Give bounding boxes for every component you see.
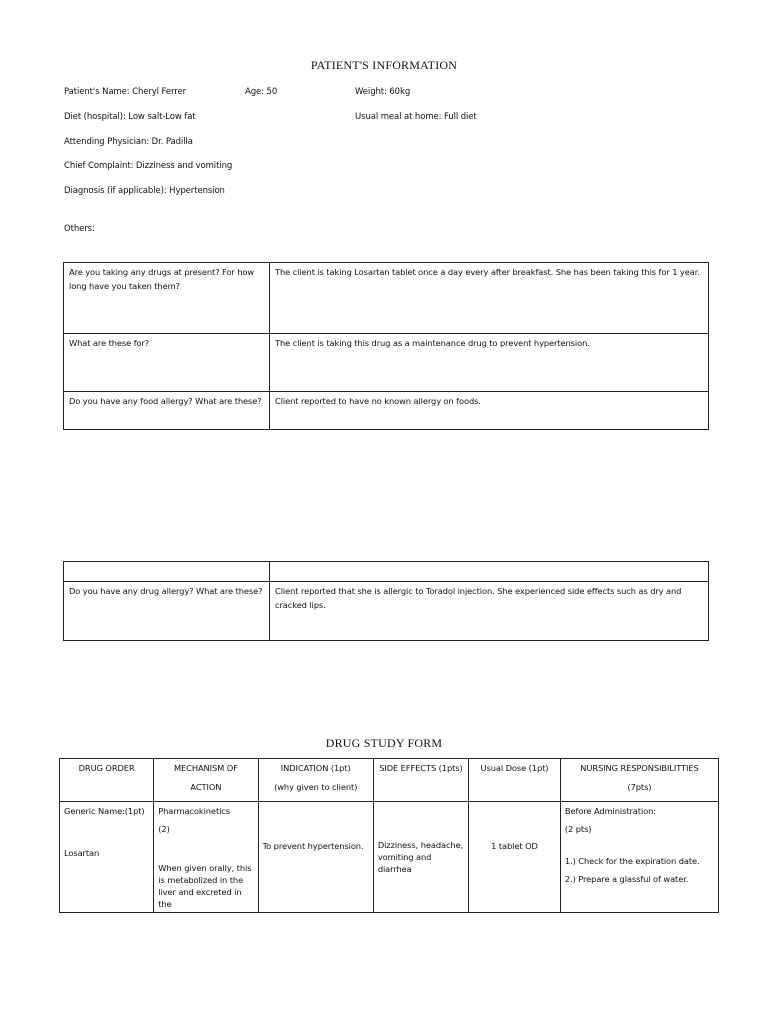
dose-text: 1 tablet OD — [491, 841, 538, 851]
header-label: SIDE EFFECTS (1pts) — [379, 763, 463, 773]
chief-complaint: Chief Complaint: Dizziness and vomiting — [64, 161, 233, 171]
table-header-row — [60, 759, 719, 802]
header-side-effects — [373, 759, 468, 802]
header-label: MECHANISM OF — [173, 763, 238, 773]
drug-allergy-table — [63, 561, 709, 641]
table-row — [60, 802, 719, 913]
hospital-diet: Diet (hospital): Low salt-Low fat — [64, 112, 196, 122]
nursing-step: 2.) Prepare a glassful of water. — [564, 874, 689, 884]
drug-study-title: DRUG STUDY FORM — [325, 736, 443, 750]
side-effects-text: Dizziness, headache, vomiting and diarrhea — [377, 840, 464, 874]
answer-cell: Client reported that she is allergic to Toradol injection. She experienced side effects such as dry and cracked lips. — [270, 582, 709, 641]
table-row — [64, 392, 709, 430]
points-label: (2 pts) — [564, 824, 592, 834]
header-indication — [258, 759, 373, 802]
pharmacokinetics-label: Pharmacokinetics — [158, 806, 230, 816]
mechanism-cell — [154, 802, 258, 913]
question-cell: Do you have any food allergy? What are these? — [64, 392, 270, 430]
header-label: (why given to client) — [274, 782, 358, 792]
table-row — [64, 562, 709, 582]
header-label: Usual Dose (1pt) — [480, 763, 549, 773]
header-mechanism — [154, 759, 258, 802]
generic-name-label: Generic Name:(1pt) — [64, 806, 145, 816]
header-drug-order — [60, 759, 154, 802]
indication-text: To prevent hypertension. — [262, 841, 364, 851]
header-label: NURSING RESPONSIBILITTIES — [580, 763, 699, 773]
answer-cell: The client is taking this drug as a maintenance drug to prevent hypertension. — [270, 334, 709, 392]
others-label: Others: — [64, 224, 95, 234]
mechanism-text: When given orally, this is metabolized in the liver and excreted in the — [158, 863, 252, 909]
patient-weight: Weight: 60kg — [355, 87, 411, 97]
empty-cell — [64, 562, 270, 582]
points-label: (2) — [158, 824, 170, 834]
dose-cell — [469, 802, 561, 913]
question-cell: Are you taking any drugs at present? For how long have you taken them? — [64, 263, 270, 334]
empty-cell — [270, 562, 709, 582]
header-nursing — [560, 759, 718, 802]
usual-meal: Usual meal at home: Full diet — [355, 112, 477, 122]
drug-history-table — [63, 262, 709, 430]
nursing-step: 1.) Check for the expiration date. — [564, 856, 700, 866]
header-usual-dose — [469, 759, 561, 802]
header-label: DRUG ORDER — [78, 763, 135, 773]
drug-order-cell — [60, 802, 154, 913]
nursing-cell — [560, 802, 718, 913]
answer-cell: Client reported to have no known allergy on foods. — [270, 392, 709, 430]
table-row — [64, 263, 709, 334]
drug-study-table — [59, 758, 719, 913]
answer-cell: The client is taking Losartan tablet once a day every after breakfast. She has been taking this for 1 year. — [270, 263, 709, 334]
indication-cell — [258, 802, 373, 913]
drug-name: Losartan — [64, 848, 100, 858]
table-row — [64, 582, 709, 641]
patient-age: Age: 50 — [245, 87, 278, 97]
diagnosis: Diagnosis (if applicable): Hypertension — [64, 186, 225, 196]
side-effects-cell — [373, 802, 468, 913]
attending-physician: Attending Physician: Dr. Padilla — [64, 137, 193, 147]
patient-name: Patient's Name: Cheryl Ferrer — [64, 87, 186, 97]
header-label: ACTION — [190, 782, 222, 792]
header-label: (7pts) — [627, 782, 652, 792]
table-row — [64, 334, 709, 392]
question-cell: Do you have any drug allergy? What are these? — [64, 582, 270, 641]
header-label: INDICATION (1pt) — [280, 763, 351, 773]
before-admin-label: Before Administration: — [564, 806, 656, 816]
page-title: PATIENT'S INFORMATION — [310, 58, 458, 72]
question-cell: What are these for? — [64, 334, 270, 392]
